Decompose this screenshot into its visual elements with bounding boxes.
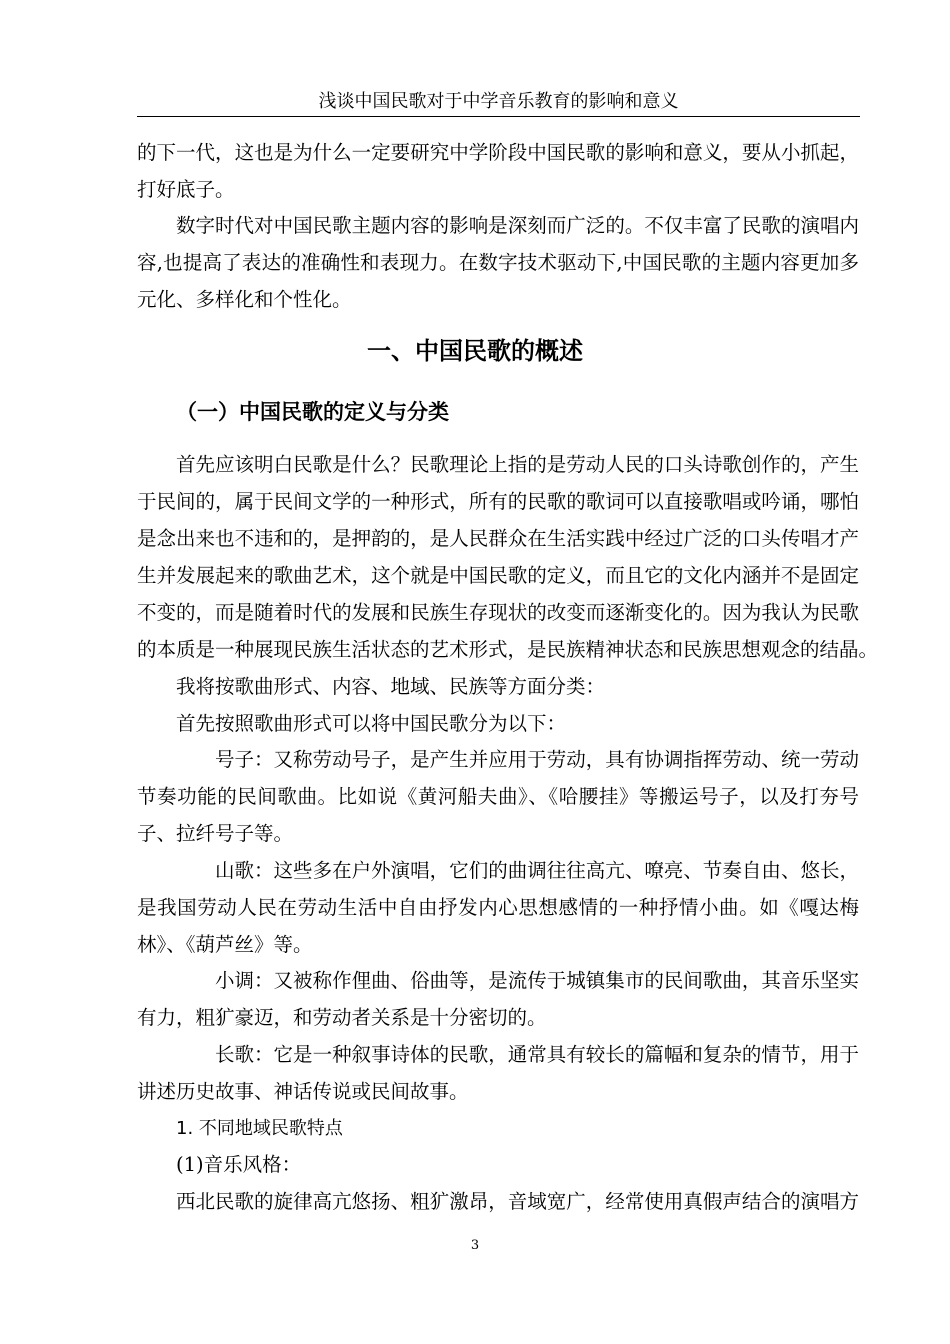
section-heading: 一、中国民歌的概述	[367, 337, 583, 365]
text-line: 容,也提高了表达的准确性和表现力。在数字技术驱动下,中国民歌的主题内容更加多	[137, 251, 859, 274]
text-line: 是我国劳动人民在劳动生活中自由抒发内心思想感情的一种抒情小曲。如《嘎达梅	[137, 896, 859, 919]
running-header-title: 浅谈中国民歌对于中学音乐教育的影响和意义	[318, 91, 679, 112]
subsection-heading: （一）中国民歌的定义与分类	[176, 400, 449, 424]
text-line: 林》、《葫芦丝》等。	[137, 933, 313, 956]
text-line: 号子：又称劳动号子，是产生并应用于劳动，具有协调指挥劳动、统一劳动	[215, 748, 859, 771]
text-line: 打好底子。	[137, 178, 235, 201]
text-line: 西北民歌的旋律高亢悠扬、粗犷激昂，音域宽广，经常使用真假声结合的演唱方	[176, 1190, 859, 1213]
text-line: 讲述历史故事、神话传说或民间故事。	[137, 1080, 469, 1103]
text-line: 有力，粗犷豪迈，和劳动者关系是十分密切的。	[137, 1006, 547, 1029]
page-number: 3	[470, 1238, 480, 1253]
text-line: 的本质是一种展现民族生活状态的艺术形式，是民族精神状态和民族思想观念的结晶。	[137, 638, 879, 661]
text-line: 于民间的，属于民间文学的一种形式，所有的民歌的歌词可以直接歌唱或吟诵，哪怕	[137, 490, 859, 513]
text-line: 数字时代对中国民歌主题内容的影响是深刻而广泛的。不仅丰富了民歌的演唱内	[176, 214, 859, 237]
text-line: 子、拉纤号子等。	[137, 822, 294, 845]
running-header	[137, 88, 860, 117]
text-line: 不变的，而是随着时代的发展和民族生存现状的改变而逐渐变化的。因为我认为民歌	[137, 601, 859, 624]
text-line: 元化、多样化和个性化。	[137, 288, 352, 311]
text-line: 山歌：这些多在户外演唱，它们的曲调往往高亢、嘹亮、节奏自由、悠长，	[215, 859, 859, 882]
text-line: 我将按歌曲形式、内容、地域、民族等方面分类：	[176, 675, 606, 698]
text-line: 首先应该明白民歌是什么？民歌理论上指的是劳动人民的口头诗歌创作的，产生	[176, 453, 859, 476]
text-line: 长歌：它是一种叙事诗体的民歌，通常具有较长的篇幅和复杂的情节，用于	[215, 1043, 859, 1066]
text-line: 是念出来也不违和的，是押韵的，是人民群众在生活实践中经过广泛的口头传唱才产	[137, 527, 859, 550]
text-line: 节奏功能的民间歌曲。比如说《黄河船夫曲》、《哈腰挂》等搬运号子，以及打夯号	[137, 785, 859, 808]
sub-item-heading: (1)音乐风格：	[176, 1153, 302, 1176]
numbered-heading: 1. 不同地域民歌特点	[176, 1118, 343, 1139]
text-line: 生并发展起来的歌曲艺术，这个就是中国民歌的定义，而且它的文化内涵并不是固定	[137, 564, 859, 587]
text-line: 首先按照歌曲形式可以将中国民歌分为以下：	[176, 712, 567, 735]
text-line: 小调：又被称作俚曲、俗曲等，是流传于城镇集市的民间歌曲，其音乐坚实	[215, 969, 859, 992]
text-line: 的下一代，这也是为什么一定要研究中学阶段中国民歌的影响和意义，要从小抓起，	[137, 141, 859, 164]
